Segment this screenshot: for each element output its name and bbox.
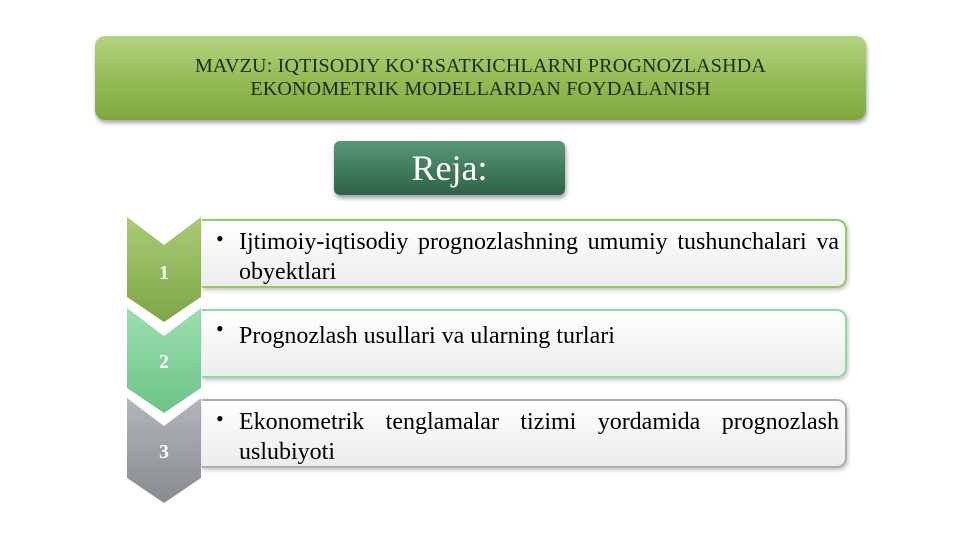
plan-item-2 bbox=[202, 309, 847, 378]
item-number-2: 2 bbox=[159, 351, 169, 373]
bullet-icon: • bbox=[216, 226, 224, 251]
item-number-1: 1 bbox=[159, 262, 169, 284]
plan-item-3 bbox=[202, 399, 847, 468]
bullet-icon: • bbox=[216, 316, 224, 341]
item-number-3: 3 bbox=[159, 441, 169, 463]
plan-heading: Reja: bbox=[334, 141, 565, 195]
title-banner bbox=[95, 36, 866, 120]
title-line-2: EKONOMETRIK MODELLARDAN FOYDALANISH bbox=[250, 78, 711, 100]
title-line-1: MAVZU: IQTISODIY KO‘RSATKICHLARNI PROGNOZLASHDA bbox=[194, 55, 767, 77]
bullet-icon: • bbox=[216, 406, 224, 431]
plan-item-text-2: Prognozlash usullari va ularning turlari bbox=[239, 323, 615, 349]
plan-item-1 bbox=[202, 219, 847, 288]
slide-title bbox=[195, 55, 766, 101]
plan-item-text-3: Ekonometrik tenglamalar tizimi yordamida prognozlash uslubiyoti bbox=[239, 409, 839, 465]
plan-item-text-1: Ijtimoiy-iqtisodiy prognozlashning umumiy tushunchalari va obyektlari bbox=[239, 229, 839, 285]
